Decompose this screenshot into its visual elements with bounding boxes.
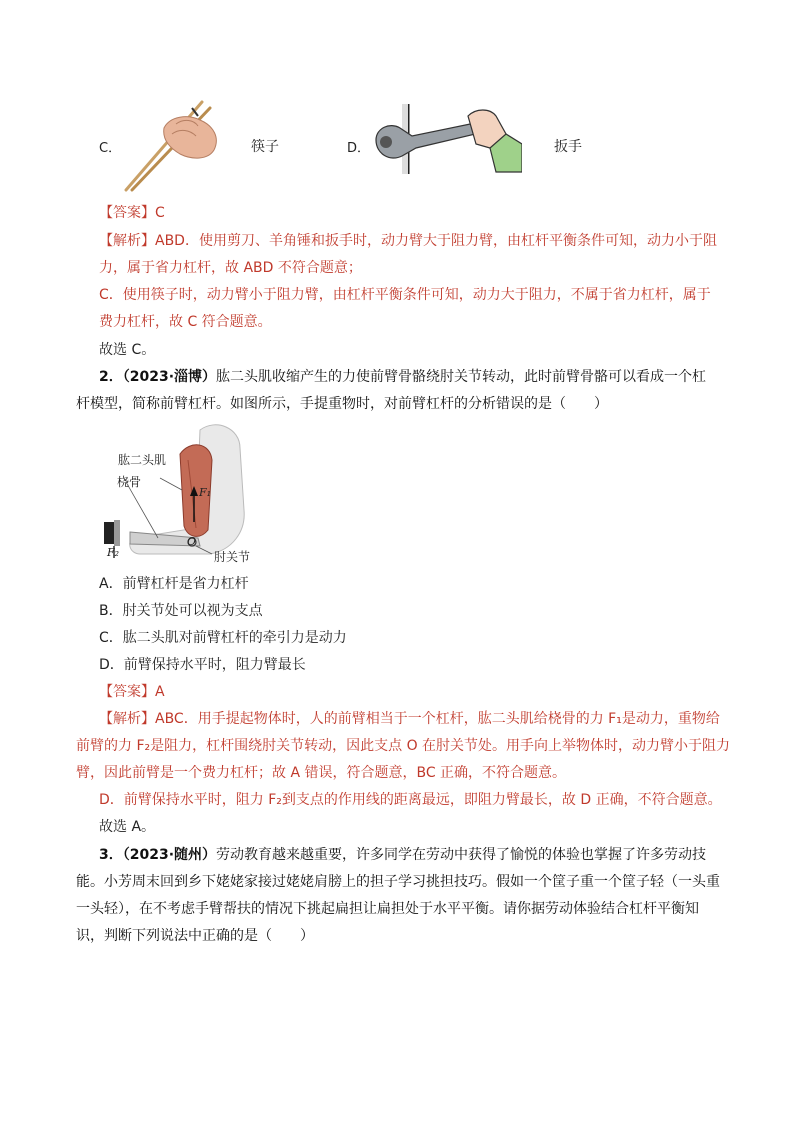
- answer-value: C: [155, 205, 165, 221]
- q1-analysis-line-1: [99, 231, 717, 251]
- q1-analysis-line-3: C．使用筷子时，动力臂小于阻力臂，由杠杆平衡条件可知，动力大于阻力，不属于省力杠杆，属于: [99, 287, 711, 303]
- q2-stem-line-1: [99, 367, 706, 387]
- answer-tag: 【答案】: [99, 205, 155, 221]
- question-number: 3．: [99, 847, 123, 863]
- q3-stem-line-1: [99, 845, 706, 865]
- figure-label-o: O: [187, 535, 197, 548]
- figure-label-f2: F₂: [107, 546, 120, 559]
- question-stem: 肱二头肌收缩产生的力使前臂骨骼绕肘关节转动，此时前臂骨骼可以看成一个杠: [216, 369, 707, 385]
- q2-stem-line-2: 杆模型，简称前臂杠杆。如图所示，手提重物时，对前臂杠杆的分析错误的是（ ）: [76, 396, 608, 412]
- wrench-image: [372, 104, 522, 174]
- answer-value: A: [155, 684, 165, 700]
- chopsticks-image: [118, 98, 228, 194]
- question-source: （2023·随州）: [122, 847, 217, 863]
- choice-d-letter: D．: [347, 141, 371, 156]
- q1-conclusion: 故选 C。: [99, 342, 156, 358]
- option-a: A．前臂杠杆是省力杠杆: [99, 576, 249, 592]
- question-stem: 劳动教育越来越重要，许多同学在劳动中获得了愉悦的体验也掌握了许多劳动技: [216, 847, 707, 863]
- question-number: 2．: [99, 369, 123, 385]
- q2-analysis-line-3: 臂，因此前臂是一个费力杠杆；故 A 错误，符合题意，BC 正确，不符合题意。: [76, 765, 567, 781]
- choice-c-letter: C．: [99, 141, 122, 156]
- q2-answer: [99, 682, 165, 702]
- choice-c-label: 筷子: [251, 139, 279, 155]
- q3-stem-line-2: 能。小芳周末回到乡下姥姥家接过姥姥肩膀上的担子学习挑担技巧。假如一个筐子重一个筐子轻（一头重: [76, 874, 720, 890]
- analysis-text: ABC．用手提起物体时，人的前臂相当于一个杠杆，肱二头肌给桡骨的力 F₁是动力，重物给: [155, 711, 720, 727]
- figure-label-muscle: 肱二头肌: [118, 453, 167, 467]
- question-source: （2023·淄博）: [122, 369, 217, 385]
- q2-conclusion: 故选 A。: [99, 819, 156, 835]
- figure-label-radius: 桡骨: [117, 475, 142, 489]
- answer-tag: 【答案】: [99, 684, 155, 700]
- q2-analysis-line-2: 前臂的力 F₂是阻力，杠杆围绕肘关节转动，因此支点 O 在肘关节处。用手向上举物体时，动力臂小于阻力: [76, 738, 731, 754]
- figure-label-elbow: 肘关节: [214, 550, 251, 564]
- q2-analysis-line-4: D．前臂保持水平时，阻力 F₂到支点的作用线的距离最远，即阻力臂最长，故 D 正确，不符合题意。: [99, 792, 722, 808]
- q1-analysis-line-2: 力，属于省力杠杆，故 ABD 不符合题意；: [99, 260, 362, 276]
- q2-analysis-line-1: [99, 709, 720, 729]
- q3-stem-line-4: 识，判断下列说法中正确的是（ ）: [76, 928, 314, 944]
- option-c: C．肱二头肌对前臂杠杆的牵引力是动力: [99, 630, 347, 646]
- option-b: B．肘关节处可以视为支点: [99, 603, 263, 619]
- analysis-tag: 【解析】: [99, 711, 155, 727]
- analysis-text: ABD．使用剪刀、羊角锤和扳手时，动力臂大于阻力臂，由杠杆平衡条件可知，动力小于阻: [155, 233, 717, 249]
- q1-answer: [99, 203, 165, 223]
- choice-d-label: 扳手: [554, 139, 582, 155]
- q1-analysis-line-4: 费力杠杆，故 C 符合题意。: [99, 314, 272, 330]
- option-d: D．前臂保持水平时，阻力臂最长: [99, 657, 306, 673]
- figure-label-f1: F₁: [199, 486, 212, 499]
- choice-d: [347, 137, 370, 156]
- q3-stem-line-3: 一头轻），在不考虑手臂帮扶的情况下挑起扁担让扁担处于水平平衡。请你据劳动体验结合杠杆平衡知: [76, 901, 699, 917]
- analysis-tag: 【解析】: [99, 233, 155, 249]
